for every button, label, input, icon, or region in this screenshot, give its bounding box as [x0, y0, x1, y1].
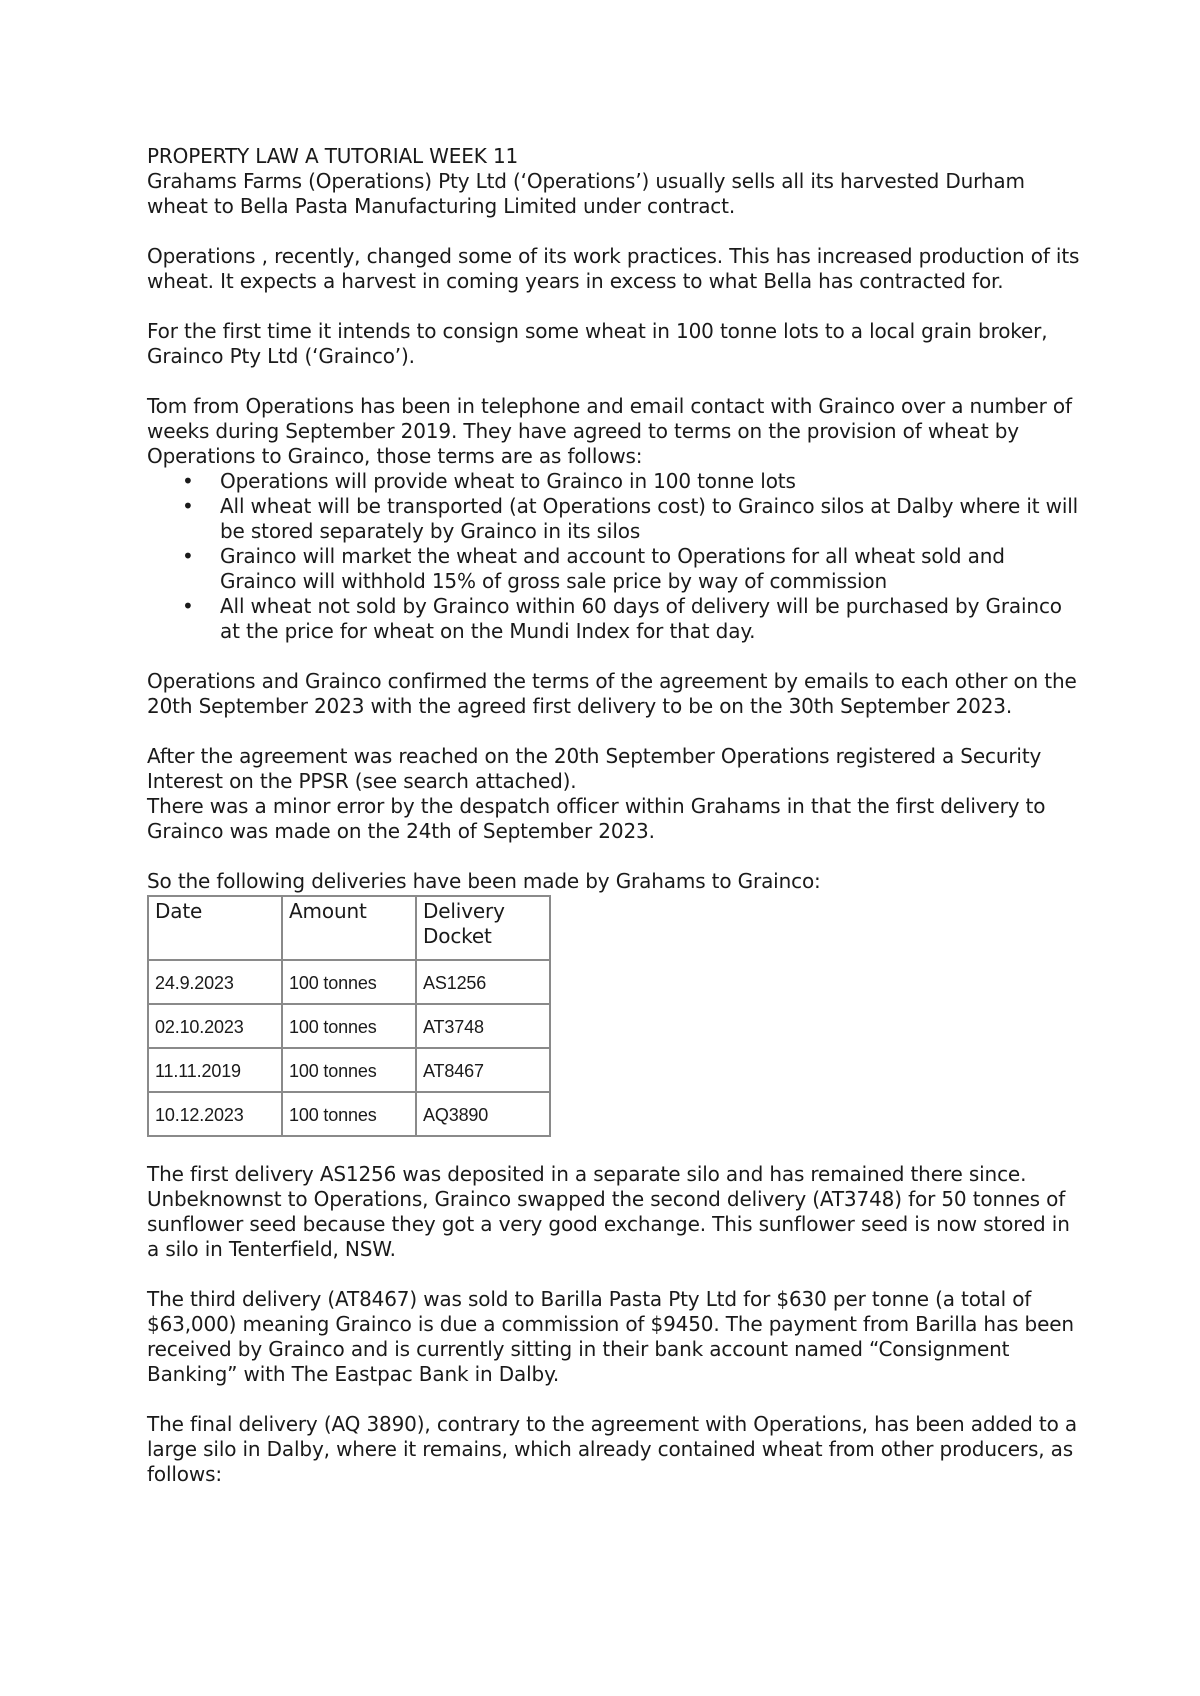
list-item: • All wheat will be transported (at Operations cost) to Grainco silos at Dalby where it will be stored separately by Grainco in its silos	[182, 494, 1079, 543]
table-header-cell: Amount	[282, 896, 416, 960]
table-header-cell: Date	[148, 896, 282, 960]
table-cell: AS1256	[416, 960, 550, 1004]
list-item: • Grainco will market the wheat and account to Operations for all wheat sold and Grainco will withhold 15% of gross sale price by way of commission	[182, 544, 1005, 593]
table-header-cell: Delivery Docket	[416, 896, 550, 960]
paragraph-intro: Grahams Farms (Operations) Pty Ltd (‘Operations’) usually sells all its harvested Durham wheat to Bella Pasta Manufacturing Limited under contract.	[147, 169, 1025, 218]
table-cell: 11.11.2019	[148, 1048, 282, 1092]
list-item: • Operations will provide wheat to Grainco in 100 tonne lots	[182, 469, 796, 493]
bullet-icon: •	[182, 594, 194, 618]
paragraph-terms-intro: Tom from Operations has been in telephone and email contact with Grainco over a number of weeks during September 2019. They have agreed to terms on the provision of wheat by Operations to Grainco, those terms are as follows:	[147, 394, 1072, 468]
bullet-icon: •	[182, 469, 194, 493]
paragraph-security-interest: After the agreement was reached on the 20th September Operations registered a Security Interest on the PPSR (see search attached).	[147, 744, 1042, 793]
table-cell: 02.10.2023	[148, 1004, 282, 1048]
table-row	[148, 1004, 550, 1048]
paragraph-final-delivery: The final delivery (AQ 3890), contrary to the agreement with Operations, has been added to a large silo in Dalby, where it remains, which already contained wheat from other producers, as follows:	[147, 1412, 1077, 1486]
table-cell: 24.9.2023	[148, 960, 282, 1004]
terms-list	[147, 469, 1087, 644]
table-cell: 10.12.2023	[148, 1092, 282, 1136]
paragraph-deliveries-intro: So the following deliveries have been made by Grahams to Grainco:	[147, 869, 821, 893]
paragraph-first-second-delivery: The first delivery AS1256 was deposited in a separate silo and has remained there since. Unbeknownst to Operations, Grainco swapped the second delivery (AT3748) for 50 tonnes of sunflower seed because they got a very good exchange. This sunflower seed is now stored in a silo in Tenterfield, NSW.	[147, 1162, 1070, 1261]
document-page	[147, 144, 1087, 1487]
table-header-row	[148, 896, 550, 960]
paragraph-work-practices: Operations , recently, changed some of its work practices. This has increased production of its wheat. It expects a harvest in coming years in excess to what Bella has contracted for.	[147, 244, 1080, 293]
table-cell: AT3748	[416, 1004, 550, 1048]
bullet-icon: •	[182, 494, 194, 518]
paragraph-despatch-error: There was a minor error by the despatch officer within Grahams in that the first delivery to Grainco was made on the 24th of September 2023.	[147, 794, 1046, 843]
document-title: PROPERTY LAW A TUTORIAL WEEK 11	[147, 144, 519, 168]
bullet-icon: •	[182, 544, 194, 568]
table-cell: 100 tonnes	[282, 1092, 416, 1136]
deliveries-table	[147, 895, 551, 1137]
table-cell: 100 tonnes	[282, 1004, 416, 1048]
paragraph-third-delivery: The third delivery (AT8467) was sold to Barilla Pasta Pty Ltd for $630 per tonne (a total of $63,000) meaning Grainco is due a commission of $9450. The payment from Barilla has been received by Grainco and is currently sitting in their bank account named “Consignment Banking” with The Eastpac Bank in Dalby.	[147, 1287, 1074, 1386]
table-cell: AT8467	[416, 1048, 550, 1092]
table-row	[148, 960, 550, 1004]
table-cell: AQ3890	[416, 1092, 550, 1136]
paragraph-consignment: For the first time it intends to consign some wheat in 100 tonne lots to a local grain broker, Grainco Pty Ltd (‘Grainco’).	[147, 319, 1048, 368]
table-row	[148, 1092, 550, 1136]
table-row	[148, 1048, 550, 1092]
list-item: • All wheat not sold by Grainco within 60 days of delivery will be purchased by Grainco at the price for wheat on the Mundi Index for that day.	[182, 594, 1062, 643]
paragraph-confirmation: Operations and Grainco confirmed the terms of the agreement by emails to each other on the 20th September 2023 with the agreed first delivery to be on the 30th September 2023.	[147, 669, 1077, 718]
table-cell: 100 tonnes	[282, 960, 416, 1004]
table-cell: 100 tonnes	[282, 1048, 416, 1092]
